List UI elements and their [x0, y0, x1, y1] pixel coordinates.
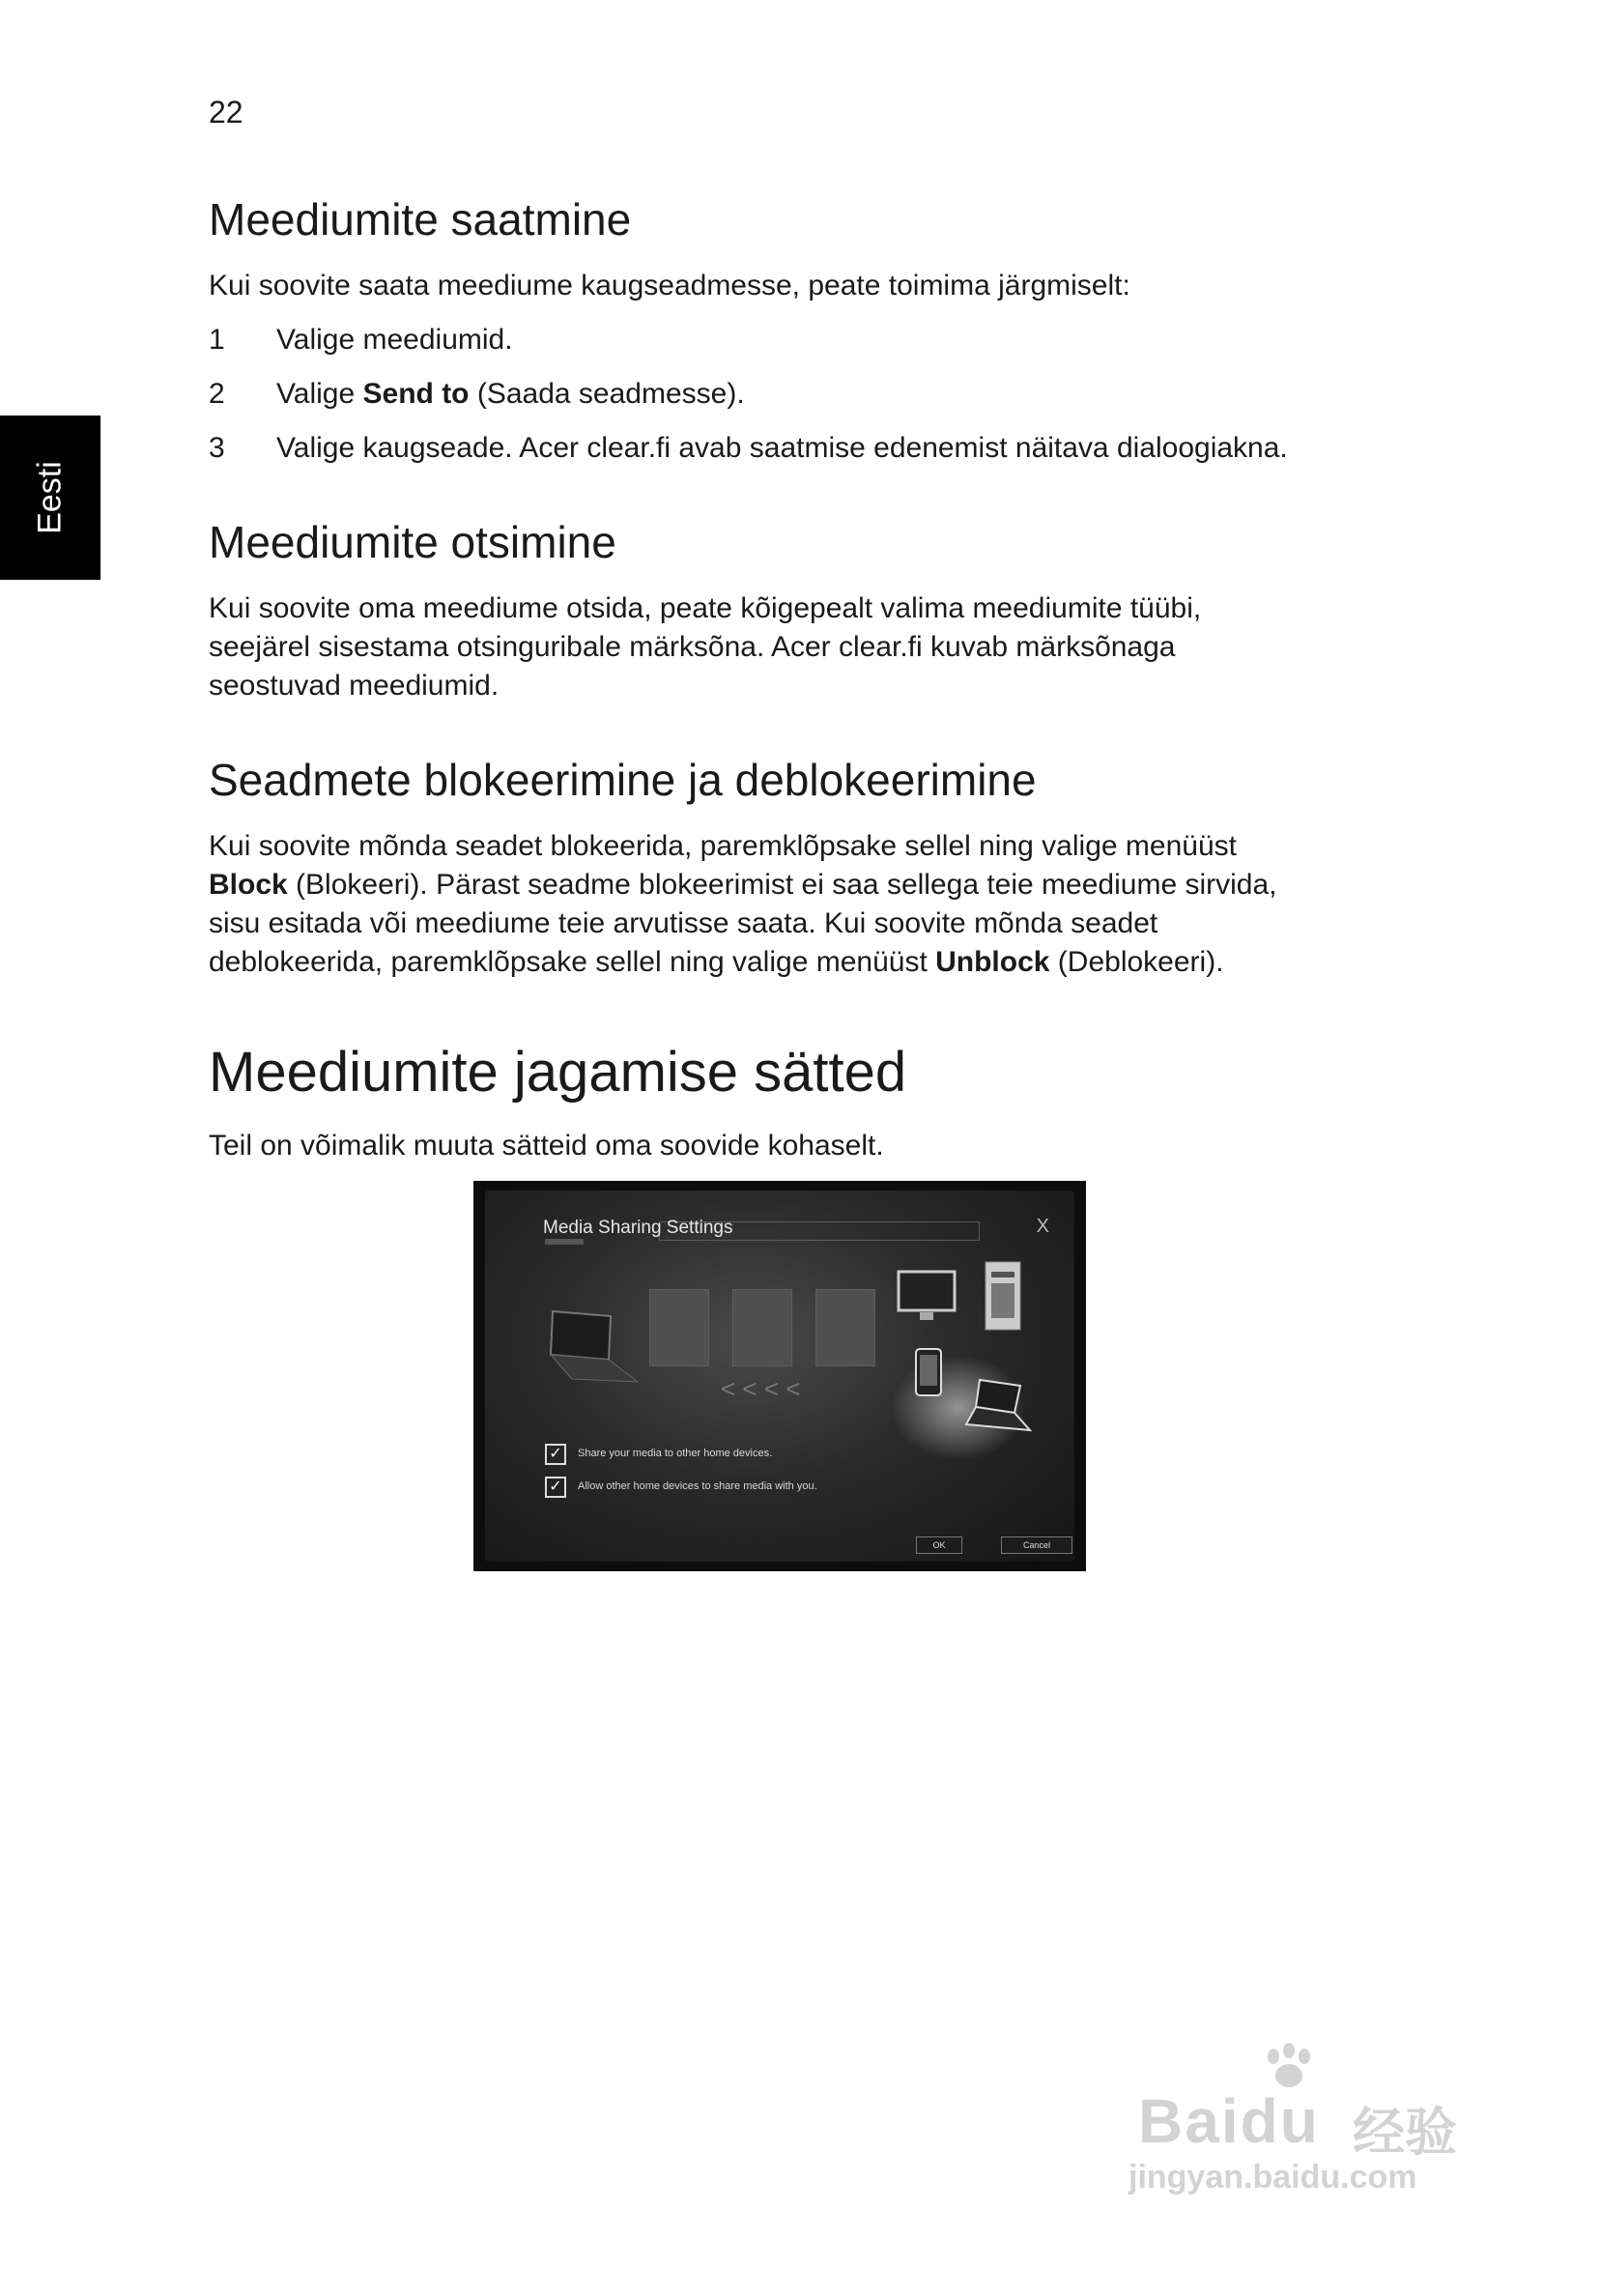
share-media-checkbox[interactable]: ✓ [545, 1444, 566, 1465]
ok-button[interactable]: OK [916, 1536, 962, 1554]
media-sharing-screenshot [473, 1181, 1086, 1571]
settings-intro: Teil on võimalik muuta sätteid oma soovide kohaselt. [209, 1130, 884, 1162]
allow-sharing-label: Allow other home devices to share media with you. [578, 1480, 817, 1492]
baidu-watermark [1129, 2043, 1496, 2197]
share-media-label: Share your media to other home devices. [578, 1448, 773, 1459]
step-text-after: (Saada seadmesse). [469, 378, 745, 410]
step-text: Valige kaugseade. Acer clear.fi avab saatmise edenemist näitava dialoogiakna. [276, 432, 1288, 464]
searching-line-2: seejärel sisestama otsinguribale märksõna. Acer clear.fi kuvab märksõnaga [209, 631, 1176, 663]
dialog-title: Media Sharing Settings [543, 1218, 733, 1238]
desktop-tower-icon [980, 1258, 1028, 1335]
step-number: 2 [209, 378, 225, 410]
chevron-icon: < < < < [721, 1374, 801, 1403]
step-number: 3 [209, 432, 225, 464]
blocking-line-2-text: (Blokeeri). Pärast seadme blokeerimist ei saa sellega teie meediume sirvida, [287, 869, 1277, 901]
phone-icon [910, 1345, 949, 1403]
blocking-line-2 [209, 866, 1276, 904]
step-number: 1 [209, 324, 225, 356]
blocking-line-3: sisu esitada või meediume teie arvutisse saata. Kui soovite mõnda seadet [209, 907, 1158, 939]
cancel-button[interactable]: Cancel [1001, 1536, 1072, 1554]
dialog-panel [485, 1191, 1074, 1562]
heading-blocking: Seadmete blokeerimine ja deblokeerimine [209, 755, 1037, 805]
step-1 [209, 321, 513, 359]
laptop-icon [533, 1306, 640, 1393]
step-2 [209, 375, 745, 414]
step-3 [209, 429, 1288, 468]
media-thumbnail-2 [732, 1289, 792, 1366]
watermark-main: Baidu [1138, 2086, 1320, 2156]
paw-icon [1260, 2043, 1318, 2091]
watermark-chinese: 经验 [1353, 2104, 1457, 2162]
laptop-device-icon [957, 1374, 1034, 1442]
heading-searching: Meediumite otsimine [209, 517, 616, 567]
language-tab-label: Eesti [31, 461, 69, 534]
term-unblock: Unblock [935, 946, 1050, 978]
blocking-line-4 [209, 943, 1224, 982]
page-number: 22 [209, 95, 243, 129]
media-thumbnail-1 [649, 1289, 709, 1366]
blocking-line-4-text: deblokeerida, paremklõpsake sellel ning valige menüüst [209, 946, 936, 978]
media-thumbnail-3 [815, 1289, 875, 1366]
heading-sending: Meediumite saatmine [209, 194, 632, 244]
monitor-icon [895, 1268, 962, 1326]
term-block: Block [209, 869, 288, 901]
searching-line-1: Kui soovite oma meediume otsida, peate kõigepealt valima meediumite tüübi, [209, 592, 1202, 624]
language-tab [0, 416, 100, 580]
blocking-line-4-after: (Deblokeeri). [1049, 946, 1224, 978]
step-text: Valige [276, 378, 363, 410]
watermark-url: jingyan.baidu.com [1129, 2159, 1417, 2196]
step-text: Valige meediumid. [276, 324, 513, 356]
searching-line-3: seostuvad meediumid. [209, 670, 500, 702]
sending-intro: Kui soovite saata meediume kaugseadmesse, peate toimima järgmiselt: [209, 270, 1130, 301]
dialog-subtitle-bar [545, 1239, 584, 1245]
close-icon[interactable]: X [1036, 1216, 1049, 1237]
step-bold-term: Send to [362, 378, 470, 410]
blocking-line-1: Kui soovite mõnda seadet blokeerida, paremklõpsake sellel ning valige menüüst [209, 830, 1237, 862]
heading-settings: Meediumite jagamise sätted [209, 1041, 907, 1104]
allow-sharing-checkbox[interactable]: ✓ [545, 1477, 566, 1498]
